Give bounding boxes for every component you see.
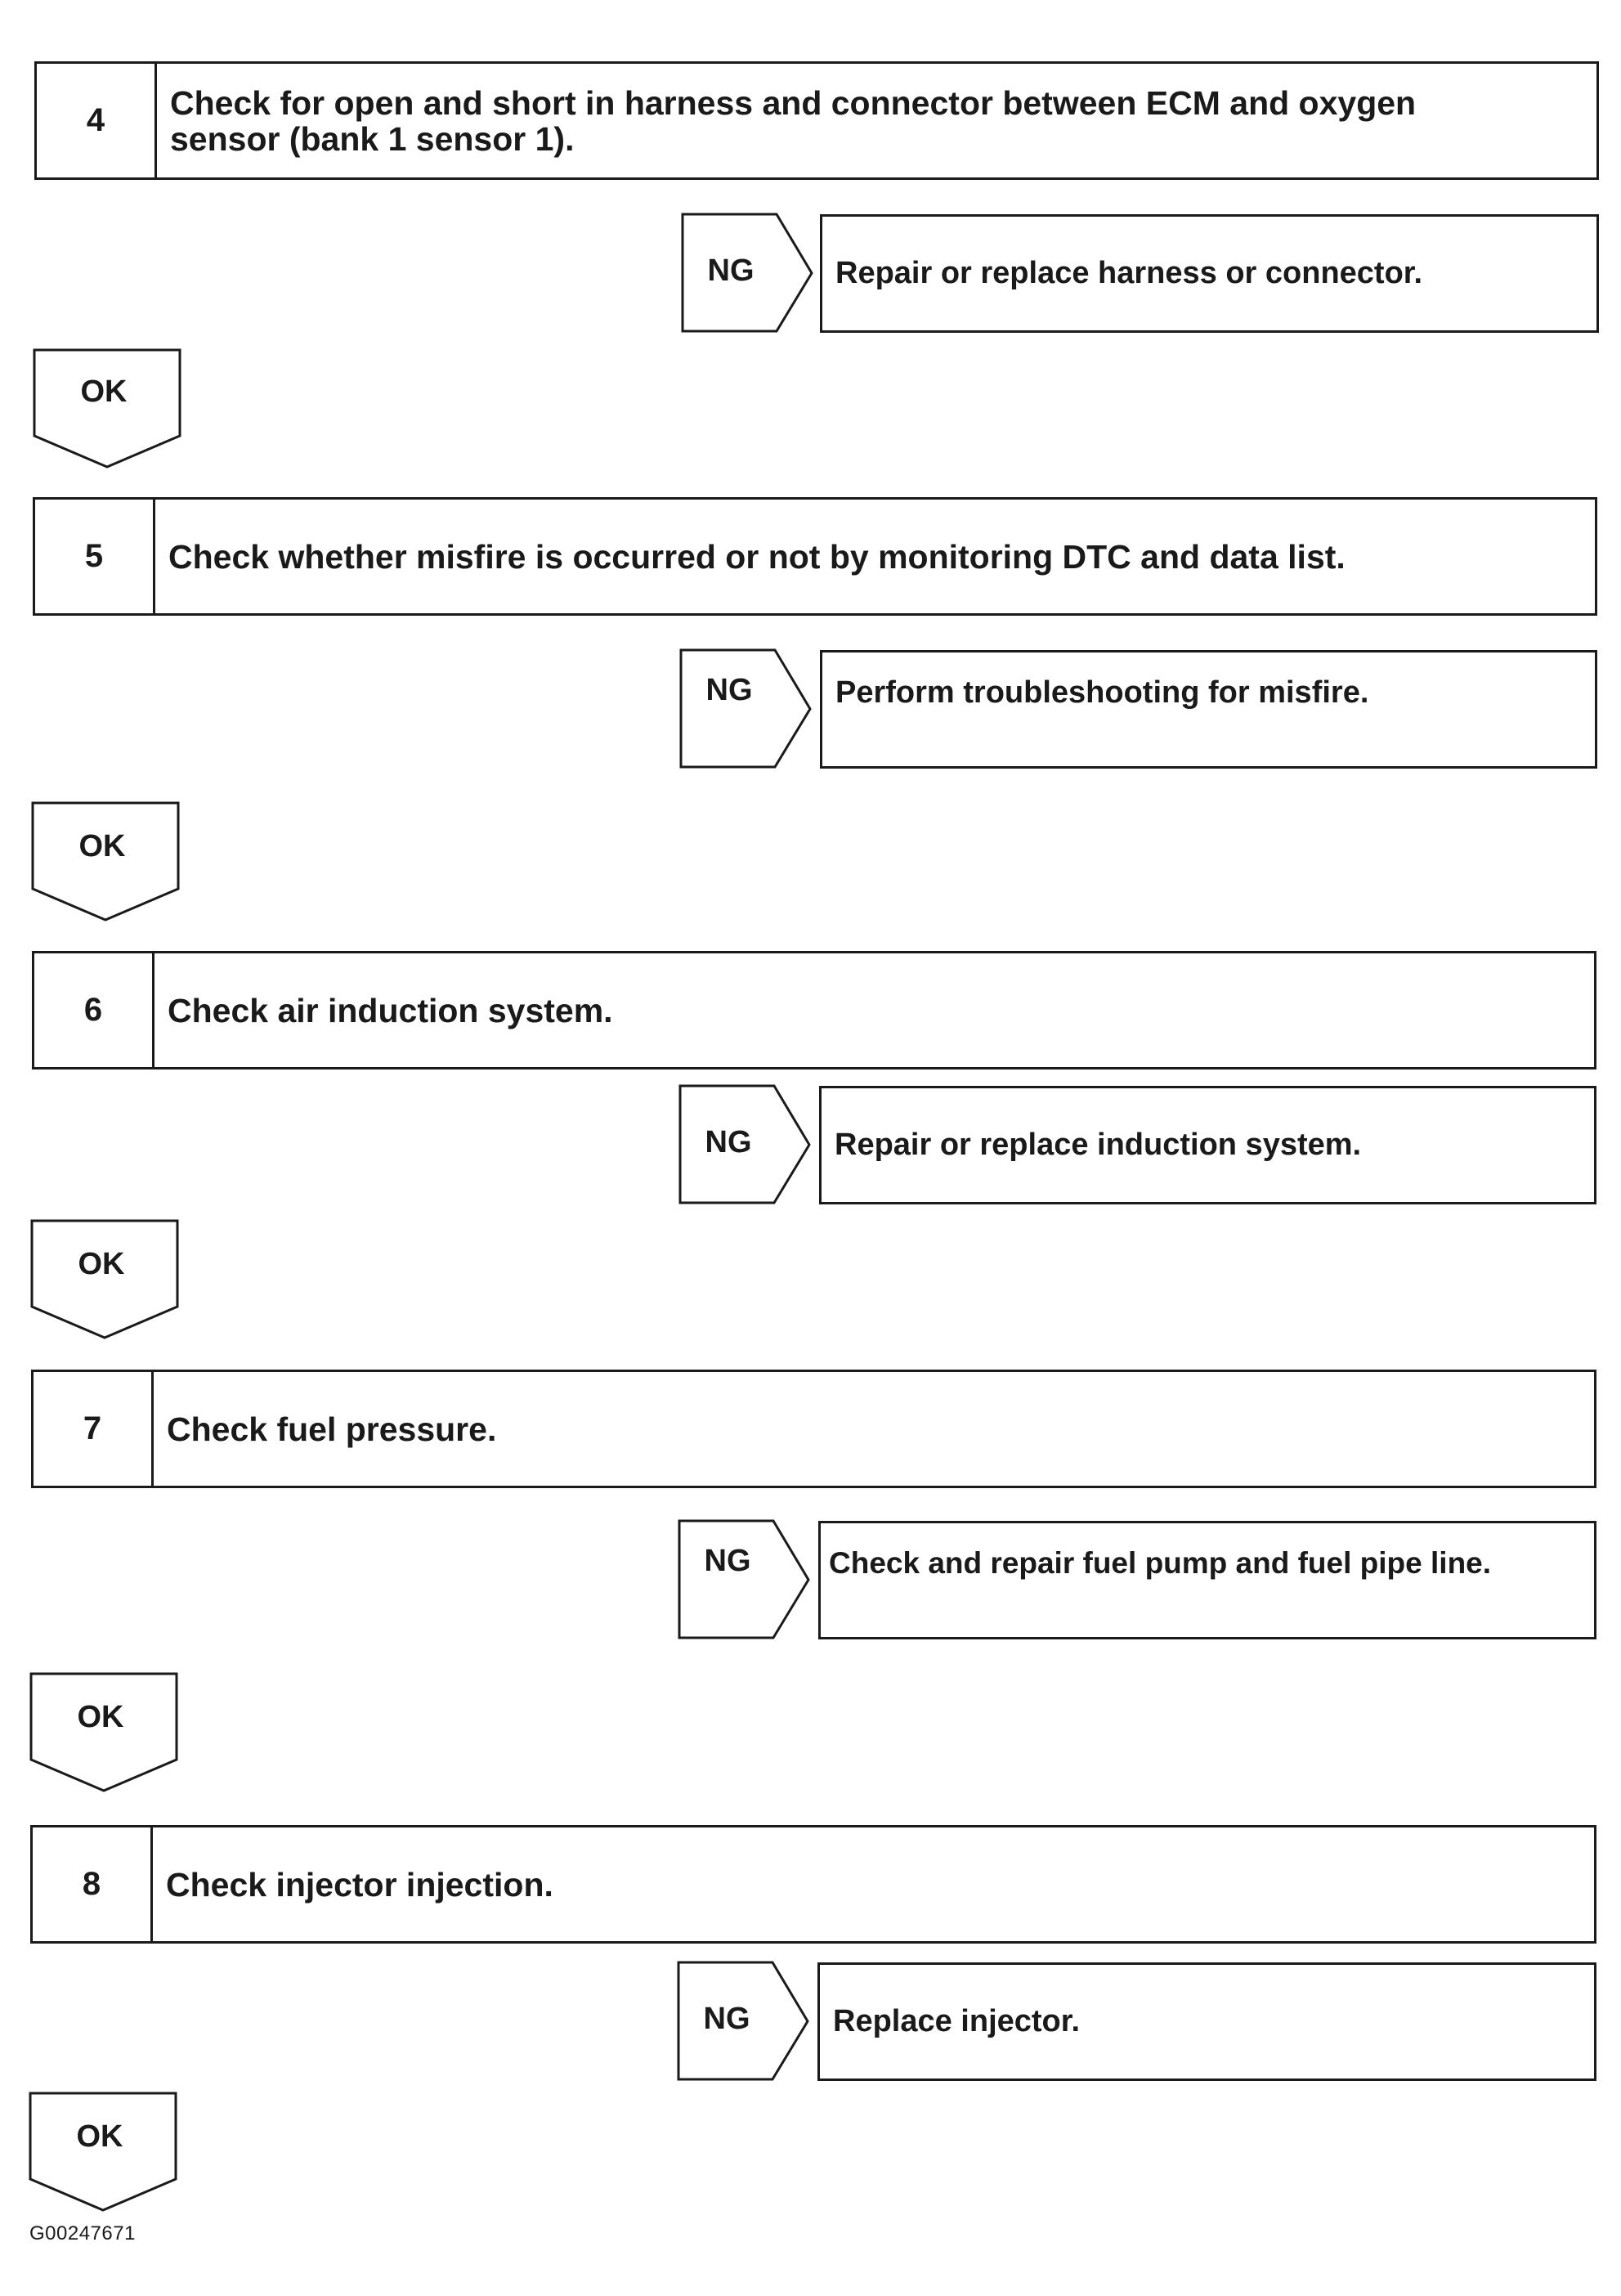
step-5-text: Check whether misfire is occurred or not by monitoring DTC and data list. xyxy=(168,537,1346,576)
step-4-text xyxy=(157,64,1596,177)
step-5-ng-label: NG xyxy=(705,673,753,707)
step-6-ng-action: Repair or replace induction system. xyxy=(819,1086,1596,1204)
step-4-ok-tag xyxy=(34,350,181,469)
step-7-number: 7 xyxy=(34,1372,154,1486)
step-6-ng-label: NG xyxy=(705,1125,752,1159)
figure-id: G00247671 xyxy=(29,2222,136,2244)
step-8-text: Check injector injection. xyxy=(166,1865,553,1904)
step-6-number: 6 xyxy=(34,953,154,1067)
ng-arrow-right-icon xyxy=(681,650,812,769)
step-8-ng-tag xyxy=(678,1962,809,2081)
step-7-box xyxy=(31,1370,1596,1488)
step-4-ng-label: NG xyxy=(707,253,755,288)
step-6-ng-tag xyxy=(680,1086,811,1204)
step-5-ok-label: OK xyxy=(78,829,126,863)
step-8-ok-tag xyxy=(30,2093,177,2212)
step-8-ok-label: OK xyxy=(76,2119,123,2154)
step-6-box xyxy=(32,951,1596,1070)
step-5-ng-action: Perform troubleshooting for misfire. xyxy=(820,650,1597,769)
step-8-ng-action: Replace injector. xyxy=(817,1962,1596,2081)
step-7-ng-tag xyxy=(679,1521,810,1639)
step-4-text-line2: sensor (bank 1 sensor 1). xyxy=(170,119,575,158)
step-4-ng-action: Repair or replace harness or connector. xyxy=(820,214,1599,333)
step-6-ok-tag xyxy=(32,1221,179,1339)
step-4-number: 4 xyxy=(37,64,157,177)
step-4-ng-tag xyxy=(683,214,813,333)
step-8-number: 8 xyxy=(33,1827,153,1941)
step-4-ok-label: OK xyxy=(80,374,128,409)
step-8-box xyxy=(30,1825,1596,1944)
step-5-ng-tag xyxy=(681,650,812,769)
step-5-number: 5 xyxy=(35,500,155,613)
step-7-text: Check fuel pressure. xyxy=(167,1410,497,1448)
step-7-ng-label: NG xyxy=(704,1544,751,1578)
step-5-box xyxy=(33,497,1597,616)
step-5-ok-tag xyxy=(33,803,180,922)
step-4-box xyxy=(34,61,1599,180)
step-4-text-line1: Check for open and short in harness and connector between ECM and oxygen xyxy=(170,83,1417,122)
step-6-ok-label: OK xyxy=(78,1247,125,1281)
step-7-ok-tag xyxy=(31,1674,178,1792)
step-7-ok-label: OK xyxy=(77,1700,124,1734)
step-8-ng-label: NG xyxy=(703,2002,750,2036)
step-6-text: Check air induction system. xyxy=(168,991,613,1029)
step-7-ng-action: Check and repair fuel pump and fuel pipe line. xyxy=(818,1521,1596,1639)
ng-arrow-right-icon xyxy=(679,1521,810,1639)
